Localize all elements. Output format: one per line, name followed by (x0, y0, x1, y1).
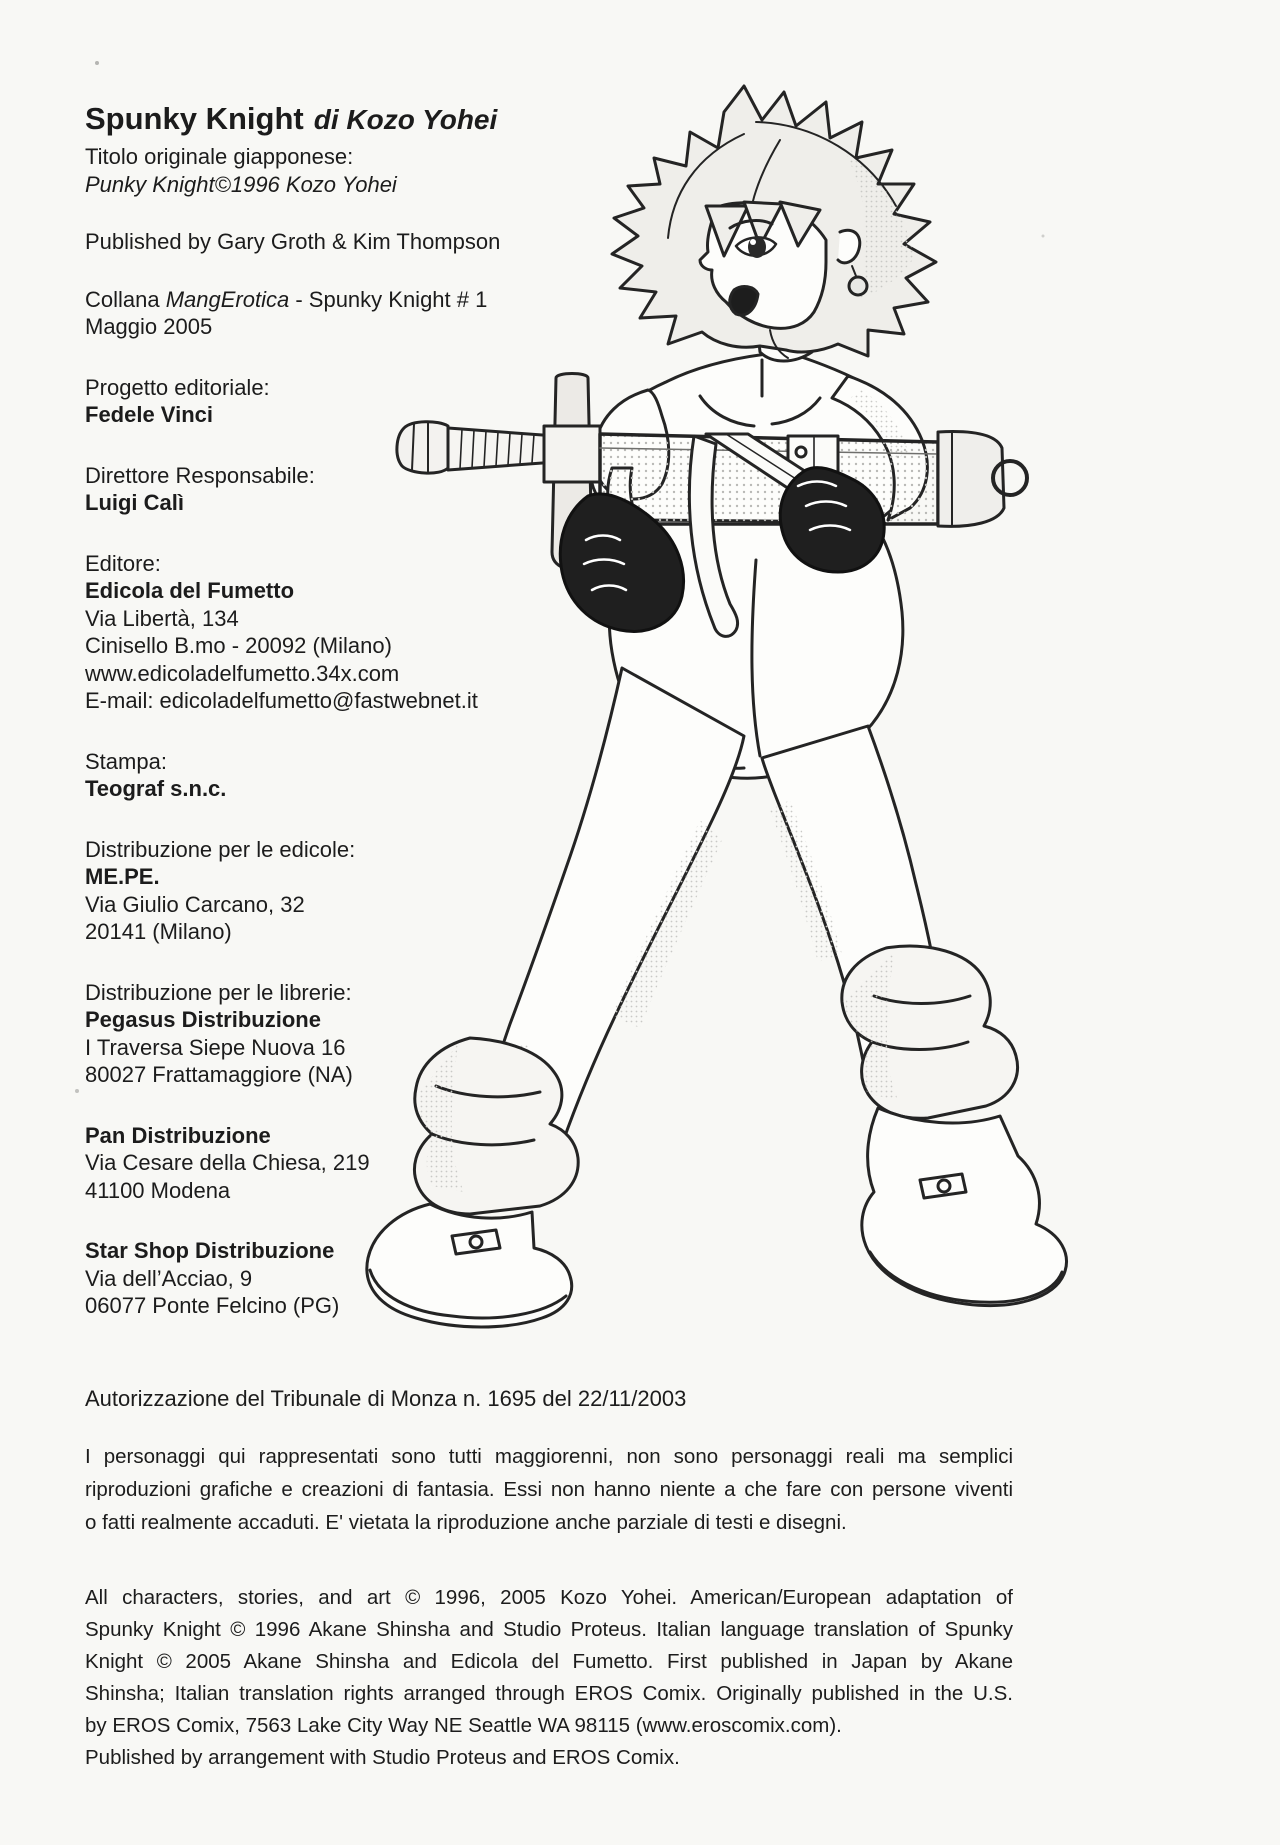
librerie-name: Pegasus Distribuzione (85, 1007, 321, 1032)
starshop-block (85, 1237, 650, 1320)
pan-name: Pan Distribuzione (85, 1122, 271, 1148)
paragraph-line: Knight © 2005 Akane Shinsha and Edicola del Fumetto. First published in Japan by Akane (85, 1650, 1013, 1673)
librerie-city: 80027 Frattamaggiore (NA) (85, 1062, 353, 1087)
collana-block (85, 286, 650, 341)
edicole-address: Via Giulio Carcano, 32 (85, 891, 305, 917)
edicole-city: 20141 (Milano) (85, 919, 232, 944)
original-title: Punky Knight©1996 Kozo Yohei (85, 171, 397, 197)
title-byline: di Kozo Yohei (313, 104, 498, 135)
italian-disclaimer (85, 1440, 1013, 1539)
credits-column (85, 100, 650, 1353)
english-copyright (85, 1582, 1013, 1774)
published-by: Published by Gary Groth & Kim Thompson (85, 229, 501, 254)
direttore-block (85, 462, 650, 517)
original-title-block (85, 143, 650, 198)
paragraph-line: All characters, stories, and art © 1996, 2005 Kozo Yohei. American/European adaptation of (85, 1586, 1013, 1609)
original-title-label: Titolo originale giapponese: (85, 144, 354, 169)
direttore-label: Direttore Responsabile: (85, 462, 315, 488)
series-name: MangErotica (165, 286, 290, 312)
earring (849, 277, 867, 295)
edicole-block (85, 836, 650, 946)
editore-city: Cinisello B.mo - 20092 (Milano) (85, 633, 392, 658)
paragraph-line: by EROS Comix, 7563 Lake City Way NE Seattle WA 98115 (www.eroscomix.com). (85, 1714, 842, 1737)
collana-line: Collana MangErotica - Spunky Knight # 1 (85, 286, 488, 312)
editore-address: Via Libertà, 134 (85, 605, 239, 631)
editore-email: E-mail: edicoladelfumetto@fastwebnet.it (85, 688, 478, 713)
librerie-block (85, 979, 650, 1089)
progetto-block (85, 374, 650, 429)
issue-date: Maggio 2005 (85, 314, 213, 339)
editore-website: www.edicoladelfumetto.34x.com (85, 660, 400, 686)
stampa-name: Teograf s.n.c. (85, 776, 227, 801)
editore-name: Edicola del Fumetto (85, 578, 295, 603)
stampa-block (85, 748, 650, 803)
librerie-label: Distribuzione per le librerie: (85, 979, 352, 1005)
editore-label: Editore: (85, 550, 161, 576)
pan-address: Via Cesare della Chiesa, 219 (85, 1150, 370, 1175)
librerie-address: I Traversa Siepe Nuova 16 (85, 1034, 346, 1060)
pan-block (85, 1122, 650, 1205)
pan-city: 41100 Modena (85, 1177, 231, 1203)
direttore-name: Luigi Calì (85, 490, 184, 515)
starshop-address: Via dell’Acciao, 9 (85, 1265, 253, 1291)
paragraph-line: I personaggi qui rappresentati sono tutti maggiorenni, non sono personaggi reali ma semplici (85, 1445, 1013, 1468)
stampa-label: Stampa: (85, 748, 167, 774)
title-main: Spunky Knight (85, 101, 304, 136)
progetto-label: Progetto editoriale: (85, 374, 270, 400)
paragraph-line: o fatti realmente accaduti. E' vietata la riproduzione anche parziale di testi e disegni. (85, 1511, 847, 1534)
paragraph-line: Published by arrangement with Studio Proteus and EROS Comix. (85, 1746, 680, 1769)
progetto-name: Fedele Vinci (85, 402, 213, 427)
starshop-name: Star Shop Distribuzione (85, 1238, 335, 1263)
edicole-name: ME.PE. (85, 864, 160, 889)
paragraph-line: riproduzioni grafiche e creazioni di fantasia. Essi non hanno niente a che fare con persone viventi (85, 1478, 1013, 1501)
paragraph-line: Spunky Knight © 1996 Akane Shinsha and Studio Proteus. Italian language translation of Spunky (85, 1618, 1013, 1641)
editore-block (85, 550, 650, 715)
tribunal-authorization: Autorizzazione del Tribunale di Monza n. 1695 del 22/11/2003 (85, 1386, 687, 1411)
page-title (85, 100, 650, 139)
paragraph-line: Shinsha; Italian translation rights arranged through EROS Comix. Originally published in the U.S. (85, 1682, 1013, 1705)
edicole-label: Distribuzione per le edicole: (85, 836, 356, 862)
starshop-city: 06077 Ponte Felcino (PG) (85, 1293, 340, 1318)
